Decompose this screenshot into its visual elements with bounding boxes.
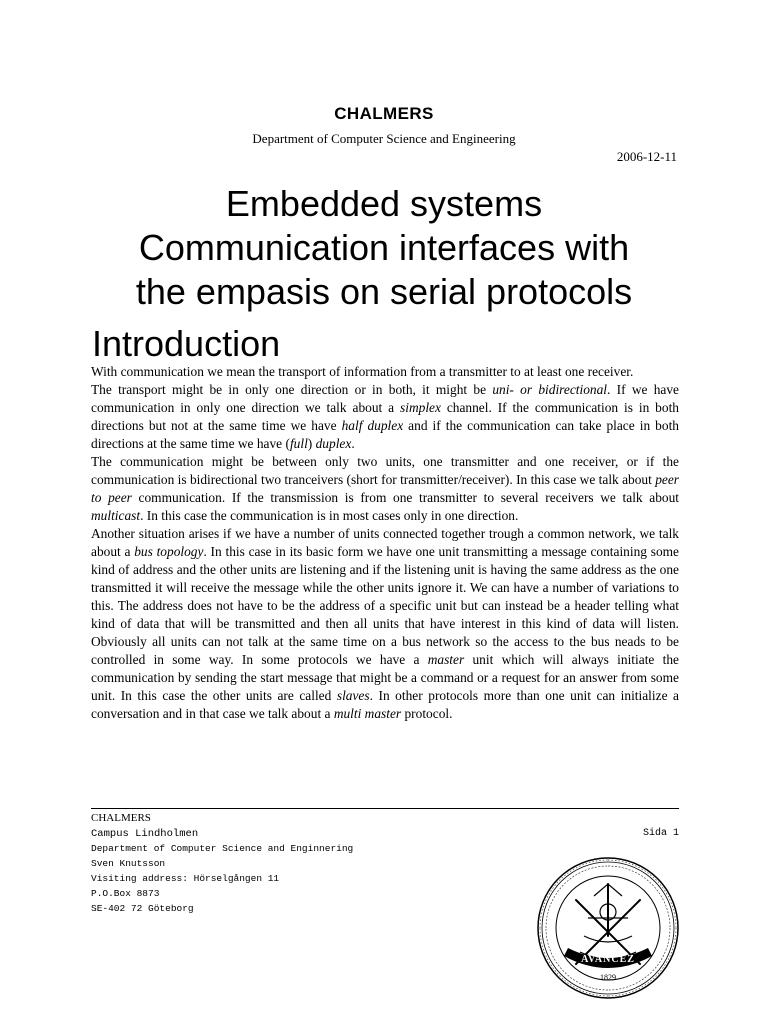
footer-institution: CHALMERS [91, 812, 151, 824]
paragraph-text: channel. If the communication is in both directions but not at the same time we have [91, 400, 679, 433]
footer-postal-address: SE-402 72 Göteborg [91, 903, 194, 914]
page-number: Sida 1 [642, 828, 679, 839]
footer-divider [91, 808, 679, 809]
paragraph-text: The communication might be between only two units, one transmitter and one receiver, or if the communication is bidirectional two tranceivers (short for transmitter/receiver). In this case we talk about [91, 454, 679, 487]
footer-pobox: P.O.Box 8873 [91, 888, 160, 899]
footer-department: Department of Computer Science and Enginnering [91, 843, 354, 854]
paragraph-text: Another situation arises if we have a number of units connected together trough a common network, we talk about a [91, 526, 679, 559]
paragraph-text: ) [307, 436, 316, 451]
emphasis-text: multi master [333, 706, 402, 721]
paragraph-text: The transport might be in only one direction or in both, it might be [91, 382, 493, 397]
paragraph-text: protocol. [401, 706, 453, 721]
emphasis-text: duplex [315, 436, 352, 451]
seal-year: 1829 [600, 973, 616, 982]
emphasis-text: simplex [400, 400, 441, 415]
paragraph-text: and if the communication can take place in both directions at the same time we have ( [91, 418, 679, 451]
document-date: 2006-12-11 [616, 149, 677, 164]
footer-author: Sven Knutsson [91, 858, 166, 869]
paragraph-text: . If we have communication in only one direction we talk about a [91, 382, 679, 415]
title-line: Communication interfaces with [138, 227, 630, 268]
emphasis-text: slaves [336, 688, 370, 703]
paragraph-text: communication. If the transmission is from one transmitter to several receivers we talk about [131, 490, 680, 505]
department-name: Department of Computer Science and Engineering [252, 131, 516, 146]
title-line: Embedded systems [225, 183, 543, 224]
seal-motto: AVANCEZ [581, 954, 635, 965]
emphasis-text: master [427, 652, 465, 667]
section-heading: Introduction [92, 323, 281, 364]
paragraph-text: . [351, 436, 355, 451]
document-title [0, 182, 768, 314]
institution-name: CHALMERS [334, 104, 434, 123]
footer-visiting-address: Visiting address: Hörselgången 11 [91, 873, 280, 884]
emphasis-text: peer to peer [91, 472, 679, 505]
emphasis-text: half duplex [341, 418, 404, 433]
footer-campus: Campus Lindholmen [91, 828, 199, 840]
emphasis-text: uni- or bidirectional [492, 382, 608, 397]
body-text [91, 363, 679, 723]
body-paragraph [91, 381, 679, 453]
emphasis-text: multicast [91, 508, 141, 523]
body-paragraph [91, 363, 679, 381]
emphasis-text: full [289, 436, 308, 451]
body-paragraph [91, 453, 679, 525]
paragraph-text: With communication we mean the transport of information from a transmitter to at least one receiver. [91, 364, 634, 379]
paragraph-text: unit which will always initiate the communication by sending the start message that might be a command or a request for an answer from some unit. In this case the other units are called [91, 652, 680, 703]
title-line: the empasis on serial protocols [135, 271, 633, 312]
paragraph-text: . In other protocols more than one unit can initialize a conversation and in that case we talk about a [91, 688, 680, 721]
paragraph-text: . In this case the communication is in most cases only in one direction. [140, 508, 519, 523]
body-paragraph [91, 525, 679, 723]
emphasis-text: bus topology [134, 544, 204, 559]
paragraph-text: . In this case in its basic form we have one unit transmitting a message containing some kind of address and the other units are listening and if the listening unit is having the same address as the one transmitted it will receive the message while the other units ignore it. We can have a number of variations to this. The address does not have to be the address of a specific unit but can instead be a header telling what kind of data that will be transmitted and then all units that have interest in this kind of data will listen. Obviously all units can not talk at the same time on a bus network so the access to the bus neads to be controlled in some way. In some protocols we have a [91, 544, 680, 667]
chalmers-seal-logo [536, 856, 680, 1000]
